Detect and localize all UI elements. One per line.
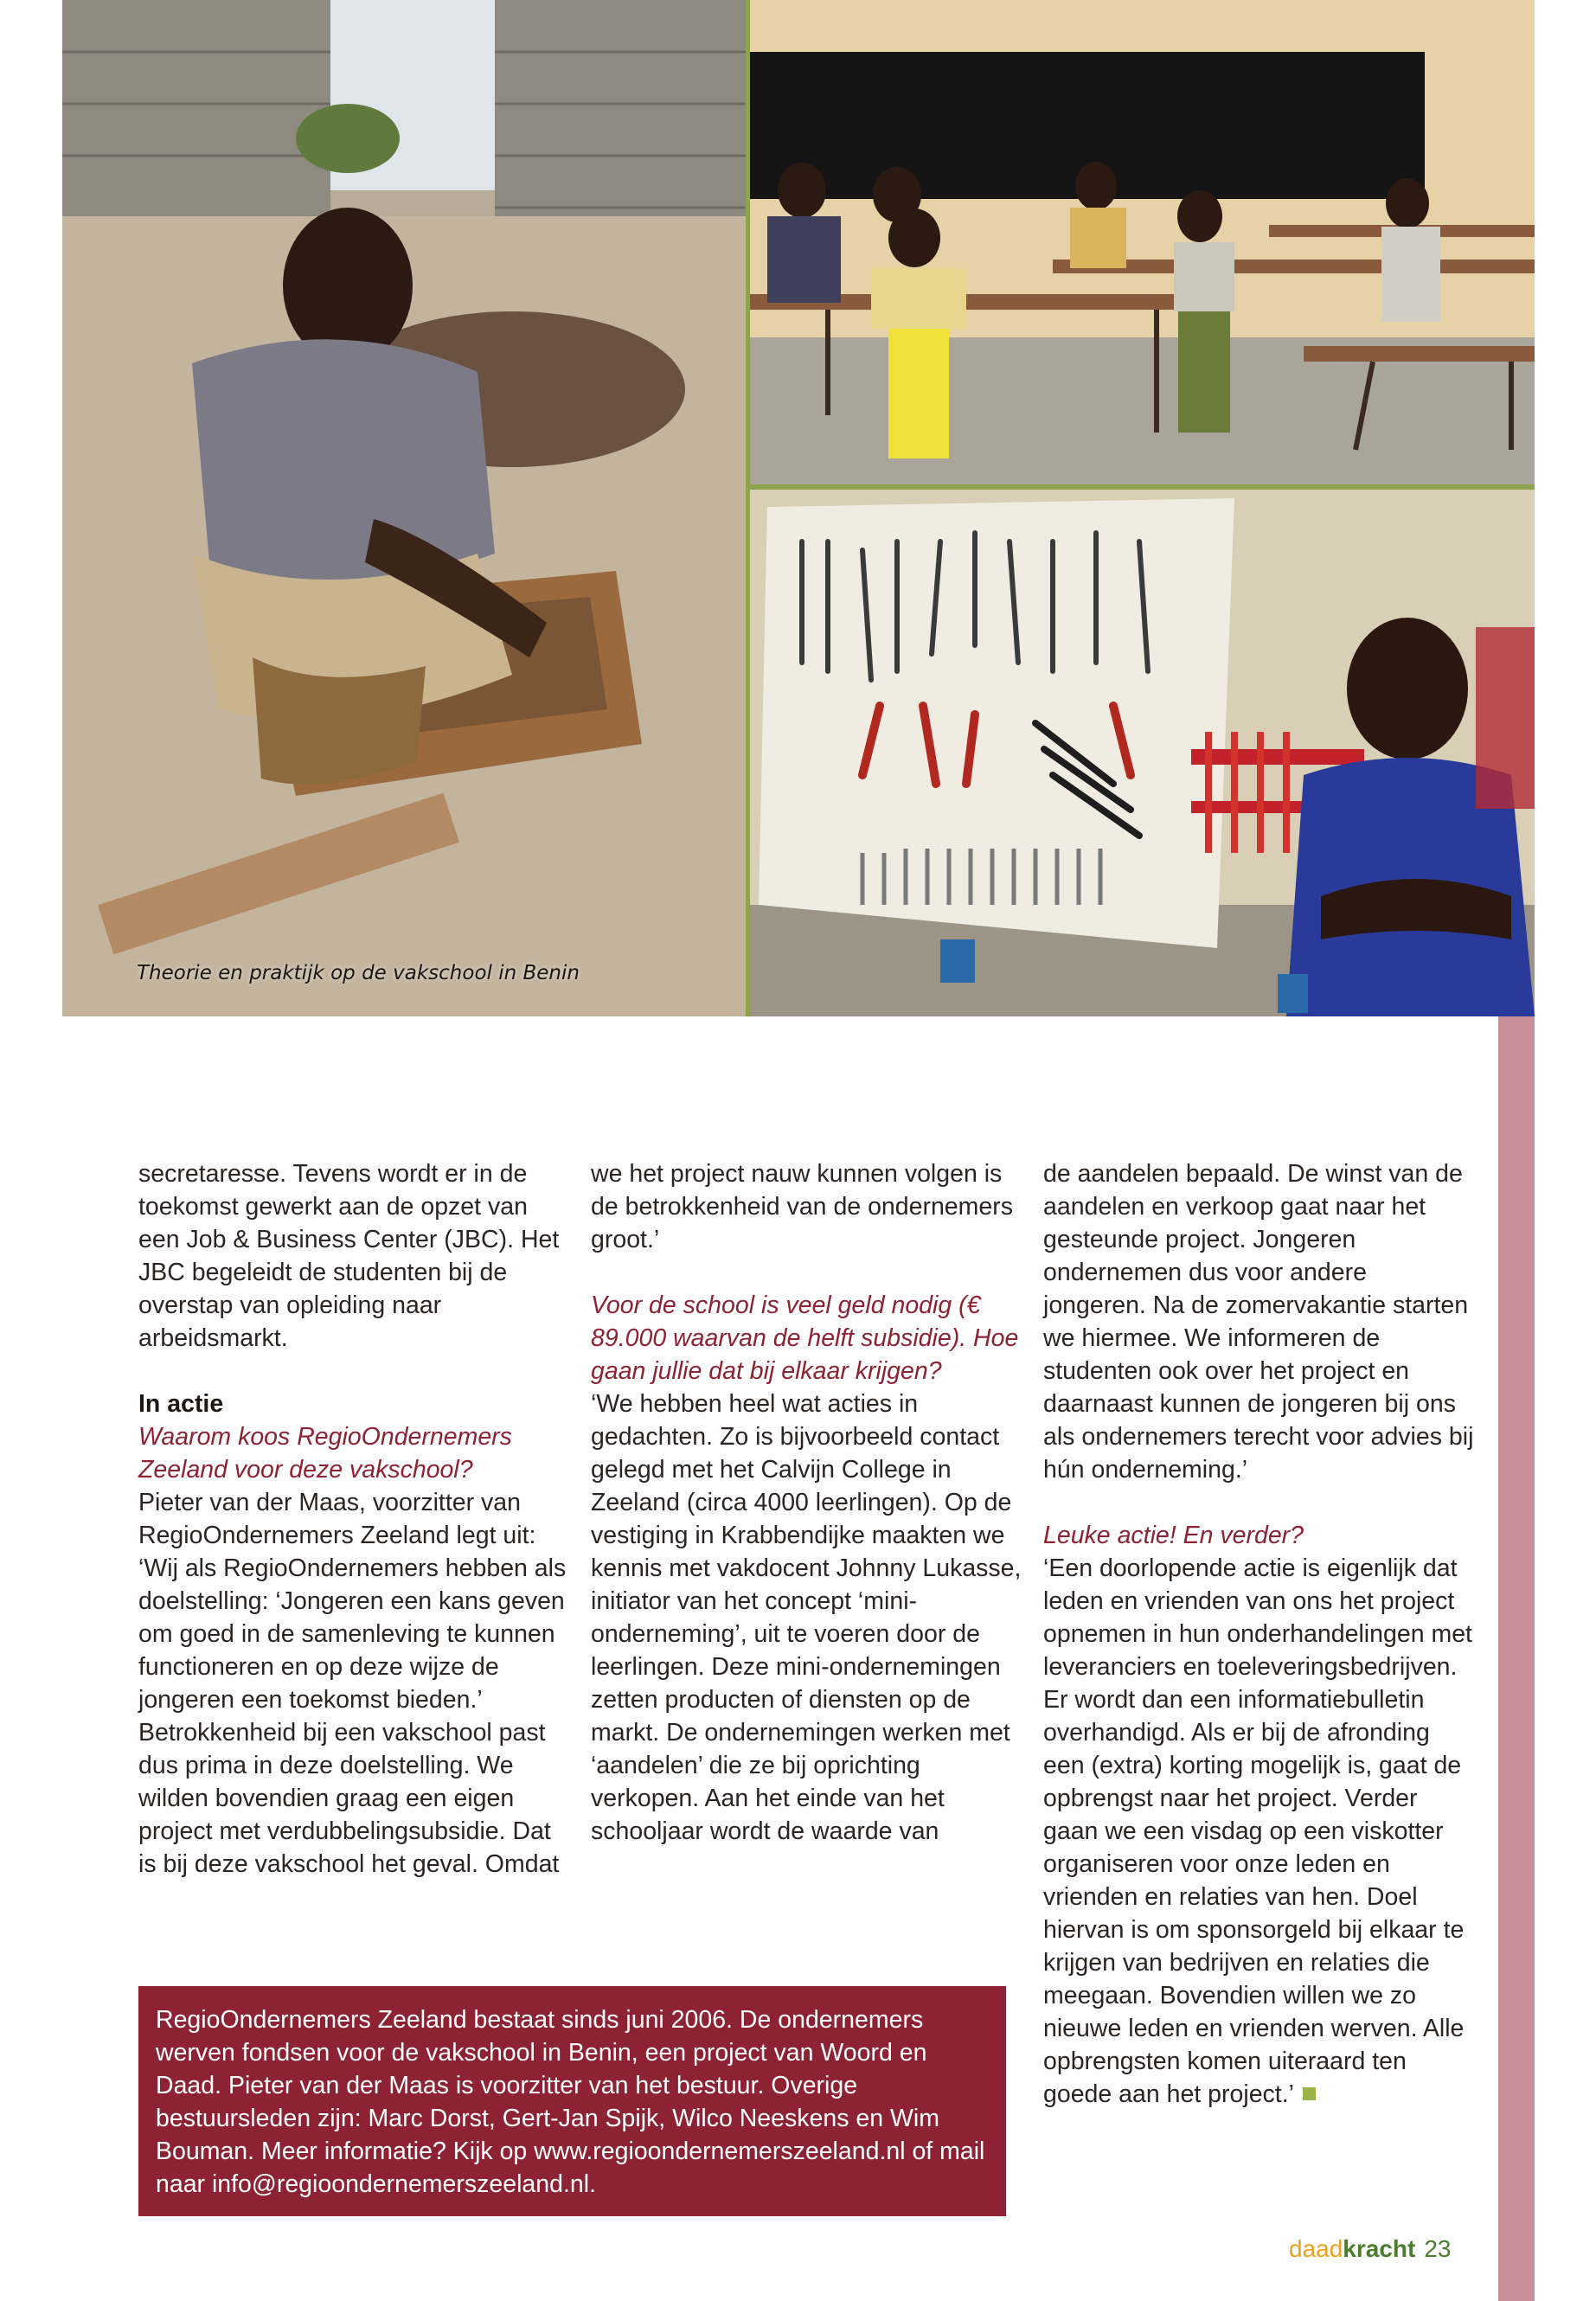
- paragraph: ‘We hebben heel wat acties in gedachten. Zo is bijvoorbeeld contact gelegd met het Calvijn College in Zeeland (circa 4000 leerlingen). Op de vestiging in Krabbendijke maakten we kennis met vakdocent Johnny Lukasse, initiator van het concept ‘mini-onderneming’, uit te voeren door de leerlingen. Deze mini-ondernemingen zetten producten of diensten op de markt. De ondernemingen werken met ‘aandelen’ die ze bij oprichting verkopen. Aan het einde van het schooljaar wordt de waarde van: [591, 1390, 1022, 1845]
- photo-collage: [62, 0, 1535, 1016]
- paragraph-text: ‘Een doorlopende actie is eigenlijk dat leden en vrienden van ons het project opnemen in hun onderhandelingen met leveranciers en toeleveringsbedrijven. Er wordt dan een informatiebulletin overhandigd. Als er bij de afronding een (extra) korting mogelijk is, gaat de opbrengst naar het project. Verder gaan we een visdag op een viskotter organiseren voor onze leden en vrienden en relaties van hen. Doel hiervan is om sponsorgeld bij elkaar te krijgen van bedrijven en relaties die meegaan. Bovendien willen we zo nieuwe leden en vrienden werven. Alle opbrengsten komen uiteraard ten goede aan het project.’: [1043, 1554, 1472, 2108]
- photo-caption: Theorie en praktijk op de vakschool in Benin: [137, 962, 580, 984]
- section-heading: In actie: [138, 1390, 224, 1418]
- page-number: 23: [1424, 2235, 1452, 2262]
- end-of-article-icon: [1303, 2087, 1316, 2100]
- photo-classroom: [750, 0, 1535, 484]
- paragraph: secretaresse. Tevens wordt er in de toekomst gewerkt aan de opzet van een Job & Business Center (JBC). Het JBC begeleidt de studenten bij de overstap van opleiding naar arbeidsmarkt.: [138, 1160, 560, 1352]
- info-box: [138, 1986, 1006, 2216]
- interview-question: Leuke actie! En verder?: [1043, 1522, 1304, 1549]
- paragraph: we het project nauw kunnen volgen is de betrokkenheid van de ondernemers groot.’: [591, 1160, 1013, 1253]
- brand-name-part2: kracht: [1343, 2235, 1416, 2262]
- text-column-3: [1043, 1157, 1476, 2111]
- decorative-edge-strip: [1498, 1016, 1535, 2301]
- photo-worker-carpentry: [62, 0, 746, 1016]
- info-box-text: RegioOndernemers Zeeland bestaat sinds juni 2006. De ondernemers werven fondsen voor de vakschool in Benin, een project van Woord en Daad. Pieter van der Maas is voorzitter van het bestuur. Overige bestuursleden zijn: Marc Dorst, Gert-Jan Spijk, Wilco Neeskens en Wim Bouman. Meer informatie? Kijk op www.regioondernemerszeeland.nl of mail naar info@regioondernemerszeeland.nl.: [156, 2006, 985, 2198]
- text-column-2: [591, 1157, 1023, 1848]
- interview-question: Waarom koos RegioOndernemers Zeeland voor deze vakschool?: [138, 1423, 512, 1484]
- paragraph: de aandelen bepaald. De winst van de aandelen en verkoop gaat naar het gesteunde project. Jongeren ondernemen dus voor andere jongeren. Na de zomervakantie starten we hiermee. We informeren de studenten ook over het project en daarnaast kunnen de jongeren bij ons als ondernemers terecht voor advies bij hún onderneming.’: [1043, 1160, 1474, 1484]
- photo-tool-wall: [750, 490, 1535, 1016]
- interview-question: Voor de school is veel geld nodig (€ 89.000 waarvan de helft subsidie). Hoe gaan jullie dat bij elkaar krijgen?: [591, 1292, 1019, 1385]
- brand-name-part1: daad: [1289, 2235, 1343, 2262]
- page-footer: [1289, 2235, 1452, 2263]
- paragraph: Pieter van der Maas, voorzitter van RegioOndernemers Zeeland legt uit: ‘Wij als RegioOndernemers hebben als doelstelling: ‘Jongeren een kans geven om goed in de samenleving te kunnen functioneren en op deze wijze de jongeren een toekomst bieden.’ Betrokkenheid bij een vakschool past dus prima in deze doelstelling. We wilden bovendien graag een eigen project met verdubbelingsubsidie. Dat is bij deze vakschool het geval. Omdat: [138, 1489, 567, 1878]
- decorative-edge-block: [1476, 627, 1535, 809]
- paragraph-last: [1043, 1552, 1476, 2111]
- text-column-1: [138, 1157, 571, 1881]
